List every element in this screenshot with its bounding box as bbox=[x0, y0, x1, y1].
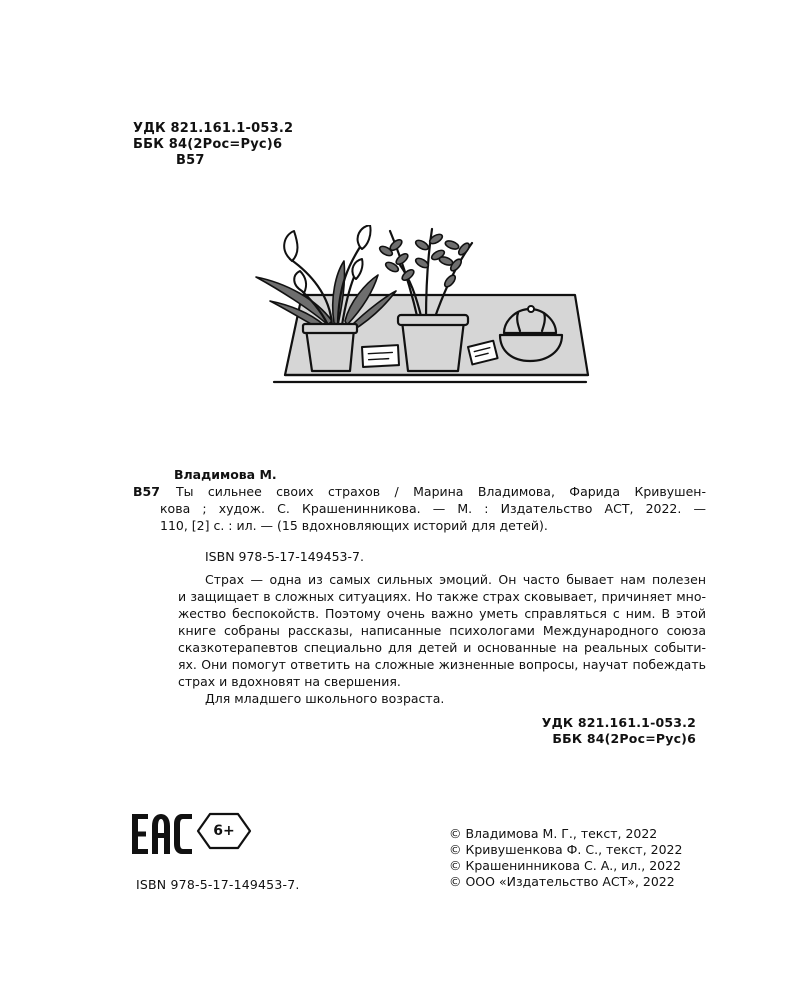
annotation-line: жество беспокойств. Поэтому очень важно уметь справляться с ним. В этой bbox=[178, 606, 706, 621]
copyright-line: © Крашенинникова С. А., ил., 2022 bbox=[449, 858, 682, 873]
record-author: Владимова М. bbox=[174, 467, 277, 482]
author-sign-header: В57 bbox=[176, 153, 205, 168]
age-rating-text: 6+ bbox=[213, 823, 235, 839]
udk-bottom: УДК 821.161.1-053.2 bbox=[541, 715, 696, 730]
annotation-line: страх и вдохновят на свершения. bbox=[178, 674, 401, 689]
copyright-block bbox=[449, 826, 682, 890]
annotation-line: ях. Они помогут ответить на сложные жизненные вопросы, научат побеждать bbox=[178, 657, 706, 672]
age-note: Для младшего школьного возраста. bbox=[205, 691, 445, 706]
footer-isbn: ISBN 978-5-17-149453-7. bbox=[136, 877, 300, 892]
record-isbn: ISBN 978-5-17-149453-7. bbox=[205, 549, 364, 564]
plant-label-card bbox=[362, 345, 399, 367]
annotation-line: Страх — одна из самых сильных эмоций. Он часто бывает нам полезен bbox=[205, 572, 706, 587]
record-line: Ты сильнее своих страхов / Марина Владимова, Фарида Кривушен- bbox=[176, 484, 706, 499]
annotation bbox=[178, 571, 706, 707]
copyright-line: © Кривушенкова Ф. С., текст, 2022 bbox=[449, 842, 683, 857]
potted-plants-illustration bbox=[250, 225, 590, 390]
age-rating-badge bbox=[196, 812, 252, 850]
record-author-sign: В57 bbox=[133, 484, 160, 499]
record-line: кова ; худож. С. Крашенинникова. — М. : Издательство АСТ, 2022. — bbox=[160, 501, 706, 516]
record-description bbox=[160, 483, 706, 534]
bbk-header: ББК 84(2Рос=Рус)6 bbox=[133, 137, 283, 152]
copyright-line: © ООО «Издательство АСТ», 2022 bbox=[449, 874, 675, 889]
annotation-line: сказкотерапевтов специально для детей и основанные на реальных событи- bbox=[178, 640, 706, 655]
bbk-bottom: ББК 84(2Рос=Рус)6 bbox=[552, 731, 696, 746]
copyright-line: © Владимова М. Г., текст, 2022 bbox=[449, 826, 658, 841]
annotation-line: и защищает в сложных ситуациях. Но также страх сковывает, причиняет мно- bbox=[178, 589, 706, 604]
record-line: 110, [2] с. : ил. — (15 вдохновляющих историй для детей). bbox=[160, 518, 548, 533]
udk-header: УДК 821.161.1-053.2 bbox=[133, 121, 294, 136]
annotation-line: книге собраны рассказы, написанные психологами Международного союза bbox=[178, 623, 706, 638]
eac-mark bbox=[132, 812, 192, 856]
